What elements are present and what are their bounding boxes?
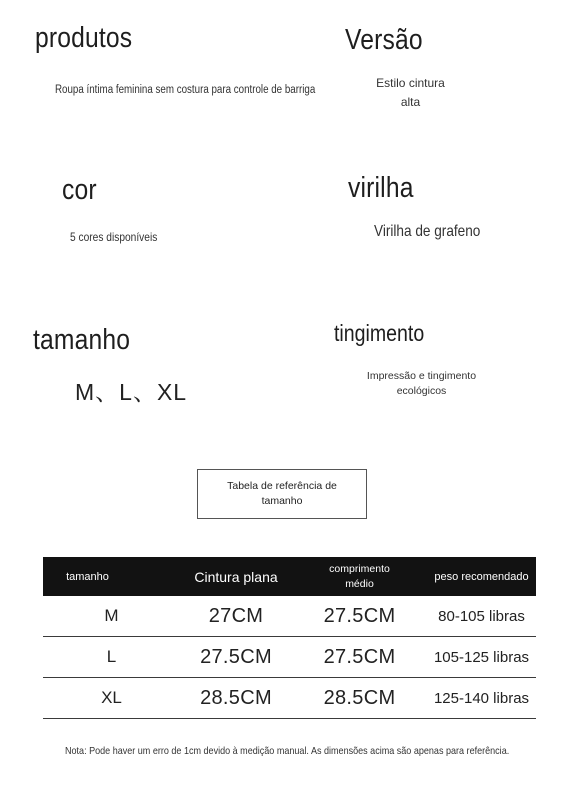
version-value — [360, 74, 461, 112]
crotch-title: virilha — [348, 172, 414, 204]
cell-length: 28.5CM — [292, 678, 427, 719]
size-reference-line2: tamanho — [261, 495, 303, 507]
dyeing-title: tingimento — [334, 320, 425, 346]
cell-length: 27.5CM — [292, 596, 427, 637]
products-title: produtos — [35, 22, 133, 54]
size-reference-box — [197, 469, 367, 519]
header-length-line1: comprimento — [329, 562, 390, 575]
products-value: Roupa íntima feminina sem costura para controle de barriga — [55, 84, 316, 96]
table-row — [43, 637, 536, 678]
size-reference-label — [222, 479, 342, 509]
version-value-line1: Estilo cintura — [376, 76, 445, 90]
size-table-header-row — [43, 557, 536, 596]
table-row — [43, 596, 536, 637]
version-title: Versão — [345, 24, 423, 56]
cell-size: L — [43, 637, 180, 678]
header-weight: peso recomendado — [427, 557, 536, 596]
cell-weight: 105-125 libras — [427, 637, 536, 678]
header-length — [292, 557, 427, 596]
header-length-line2: médio — [345, 577, 374, 590]
version-value-line2: alta — [400, 95, 421, 109]
size-value: M、L、XL — [75, 379, 188, 405]
header-flat-waist: Cintura plana — [180, 557, 292, 596]
table-row — [43, 678, 536, 719]
size-reference-line1: Tabela de referência de — [227, 480, 337, 492]
cell-length: 27.5CM — [292, 637, 427, 678]
size-table — [43, 557, 536, 719]
header-size: tamanho — [43, 557, 180, 596]
cell-waist: 27.5CM — [180, 637, 292, 678]
footnote: Nota: Pode haver um erro de 1cm devido à medição manual. As dimensões acima são apenas para referência. — [65, 745, 510, 757]
color-value: 5 cores disponíveis — [70, 230, 158, 244]
cell-weight: 80-105 libras — [427, 596, 536, 637]
cell-waist: 28.5CM — [180, 678, 292, 719]
cell-size: M — [43, 596, 180, 637]
cell-waist: 27CM — [180, 596, 292, 637]
size-title: tamanho — [33, 324, 131, 356]
dyeing-value-line1: Impressão e tingimento — [366, 370, 477, 382]
cell-size: XL — [43, 678, 180, 719]
dyeing-value — [362, 369, 481, 399]
dyeing-value-line2: ecológicos — [396, 385, 447, 397]
crotch-value: Virilha de grafeno — [374, 223, 481, 240]
cell-weight: 125-140 libras — [427, 678, 536, 719]
color-title: cor — [62, 174, 97, 206]
